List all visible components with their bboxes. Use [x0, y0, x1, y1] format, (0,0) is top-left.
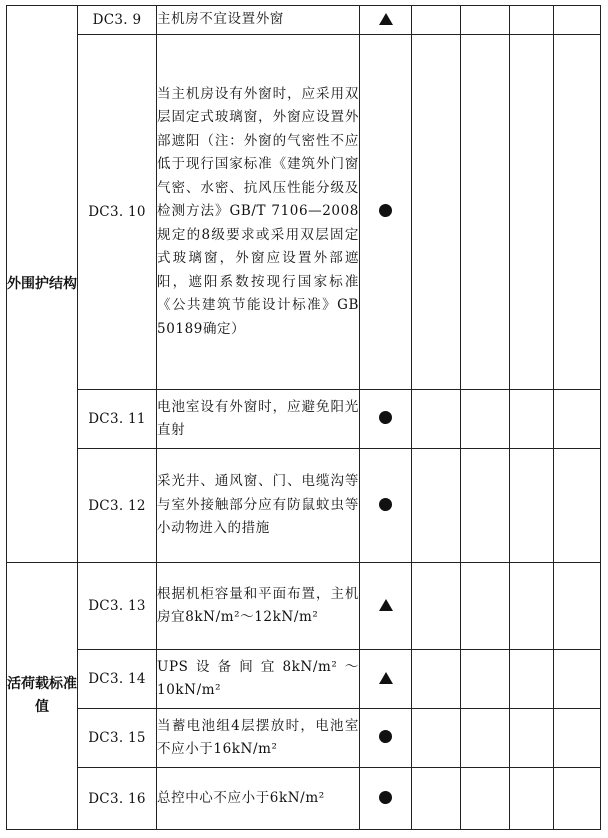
mark-cell	[360, 390, 412, 449]
empty-cell	[412, 650, 461, 709]
empty-cell	[412, 449, 461, 563]
dot-icon	[379, 730, 392, 743]
empty-cell	[412, 6, 461, 35]
empty-cell	[554, 563, 601, 650]
dot-icon	[379, 498, 392, 511]
mark-cell	[360, 563, 412, 650]
empty-cell	[461, 6, 510, 35]
empty-cell	[461, 449, 510, 563]
table-row	[7, 650, 601, 709]
table-row	[7, 768, 601, 830]
empty-cell	[412, 563, 461, 650]
mark-cell	[360, 449, 412, 563]
requirement-cell	[157, 563, 360, 650]
empty-cell	[510, 650, 554, 709]
requirement-cell	[157, 768, 360, 830]
empty-cell	[510, 449, 554, 563]
code-cell: DC3. 9	[78, 6, 157, 35]
requirement-text: 当主机房设有外窗时，应采用双层固定式玻璃窗，外窗应设置外部遮阳（注：外窗的气密性不应低于现行国家标准《建筑外门窗气密、水密、抗风压性能分级及检测方法》GB/T 7106—2008规定的8级要求或采用双层固定式玻璃窗，外窗应设置外部遮阳，遮阳系数按现行国家标准《公共建筑节能设计标准》GB 50189确定）	[157, 85, 359, 337]
empty-cell	[510, 709, 554, 768]
category-label: 活荷载标准值	[7, 676, 77, 715]
code-cell: DC3. 11	[78, 390, 157, 449]
empty-cell	[412, 35, 461, 390]
mark-cell	[360, 35, 412, 390]
requirement-cell	[157, 449, 360, 563]
mark-cell	[360, 768, 412, 830]
empty-cell	[412, 768, 461, 830]
mark-cell	[360, 650, 412, 709]
requirement-cell	[157, 6, 360, 35]
requirements-table	[6, 5, 601, 830]
dot-icon	[379, 411, 392, 424]
requirement-cell	[157, 390, 360, 449]
empty-cell	[554, 390, 601, 449]
code-cell: DC3. 16	[78, 768, 157, 830]
empty-cell	[554, 35, 601, 390]
table-row	[7, 563, 601, 650]
dot-icon	[379, 791, 392, 804]
dot-icon	[379, 204, 392, 217]
empty-cell	[510, 6, 554, 35]
category-cell	[7, 563, 78, 830]
code-cell: DC3. 15	[78, 709, 157, 768]
empty-cell	[510, 390, 554, 449]
empty-cell	[554, 650, 601, 709]
empty-cell	[461, 650, 510, 709]
table-row	[7, 6, 601, 35]
empty-cell	[554, 709, 601, 768]
requirement-text: 总控中心不应小于6kN/m²	[157, 789, 325, 806]
empty-cell	[461, 709, 510, 768]
code-cell: DC3. 13	[78, 563, 157, 650]
empty-cell	[461, 768, 510, 830]
empty-cell	[461, 390, 510, 449]
empty-cell	[510, 768, 554, 830]
empty-cell	[412, 709, 461, 768]
empty-cell	[412, 390, 461, 449]
category-cell	[7, 6, 78, 563]
mark-cell	[360, 709, 412, 768]
mark-cell	[360, 6, 412, 35]
table-row	[7, 390, 601, 449]
empty-cell	[554, 768, 601, 830]
empty-cell	[461, 35, 510, 390]
table-row	[7, 709, 601, 768]
requirement-text: 采光井、通风窗、门、电缆沟等与室外接触部分应有防鼠蚊虫等小动物进入的措施	[157, 473, 359, 537]
table-row	[7, 35, 601, 390]
requirement-cell	[157, 35, 360, 390]
empty-cell	[510, 35, 554, 390]
code-cell: DC3. 10	[78, 35, 157, 390]
table-row	[7, 449, 601, 563]
requirement-text: UPS设备间宜8kN/m²～10kN/m²	[157, 658, 359, 698]
requirement-cell	[157, 709, 360, 768]
triangle-icon	[379, 13, 393, 25]
empty-cell	[554, 449, 601, 563]
empty-cell	[554, 6, 601, 35]
requirement-text: 当蓄电池组4层摆放时，电池室不应小于16kN/m²	[157, 717, 359, 757]
empty-cell	[461, 563, 510, 650]
requirement-text: 根据机柜容量和平面布置，主机房宜8kN/m²～12kN/m²	[157, 585, 359, 625]
requirement-cell	[157, 650, 360, 709]
triangle-icon	[379, 599, 393, 611]
requirement-text: 电池室设有外窗时，应避免阳光直射	[157, 398, 359, 438]
triangle-icon	[379, 672, 393, 684]
code-cell: DC3. 12	[78, 449, 157, 563]
category-label: 外围护结构	[7, 275, 77, 292]
code-cell: DC3. 14	[78, 650, 157, 709]
empty-cell	[510, 563, 554, 650]
requirement-text: 主机房不宜设置外窗	[157, 11, 284, 28]
